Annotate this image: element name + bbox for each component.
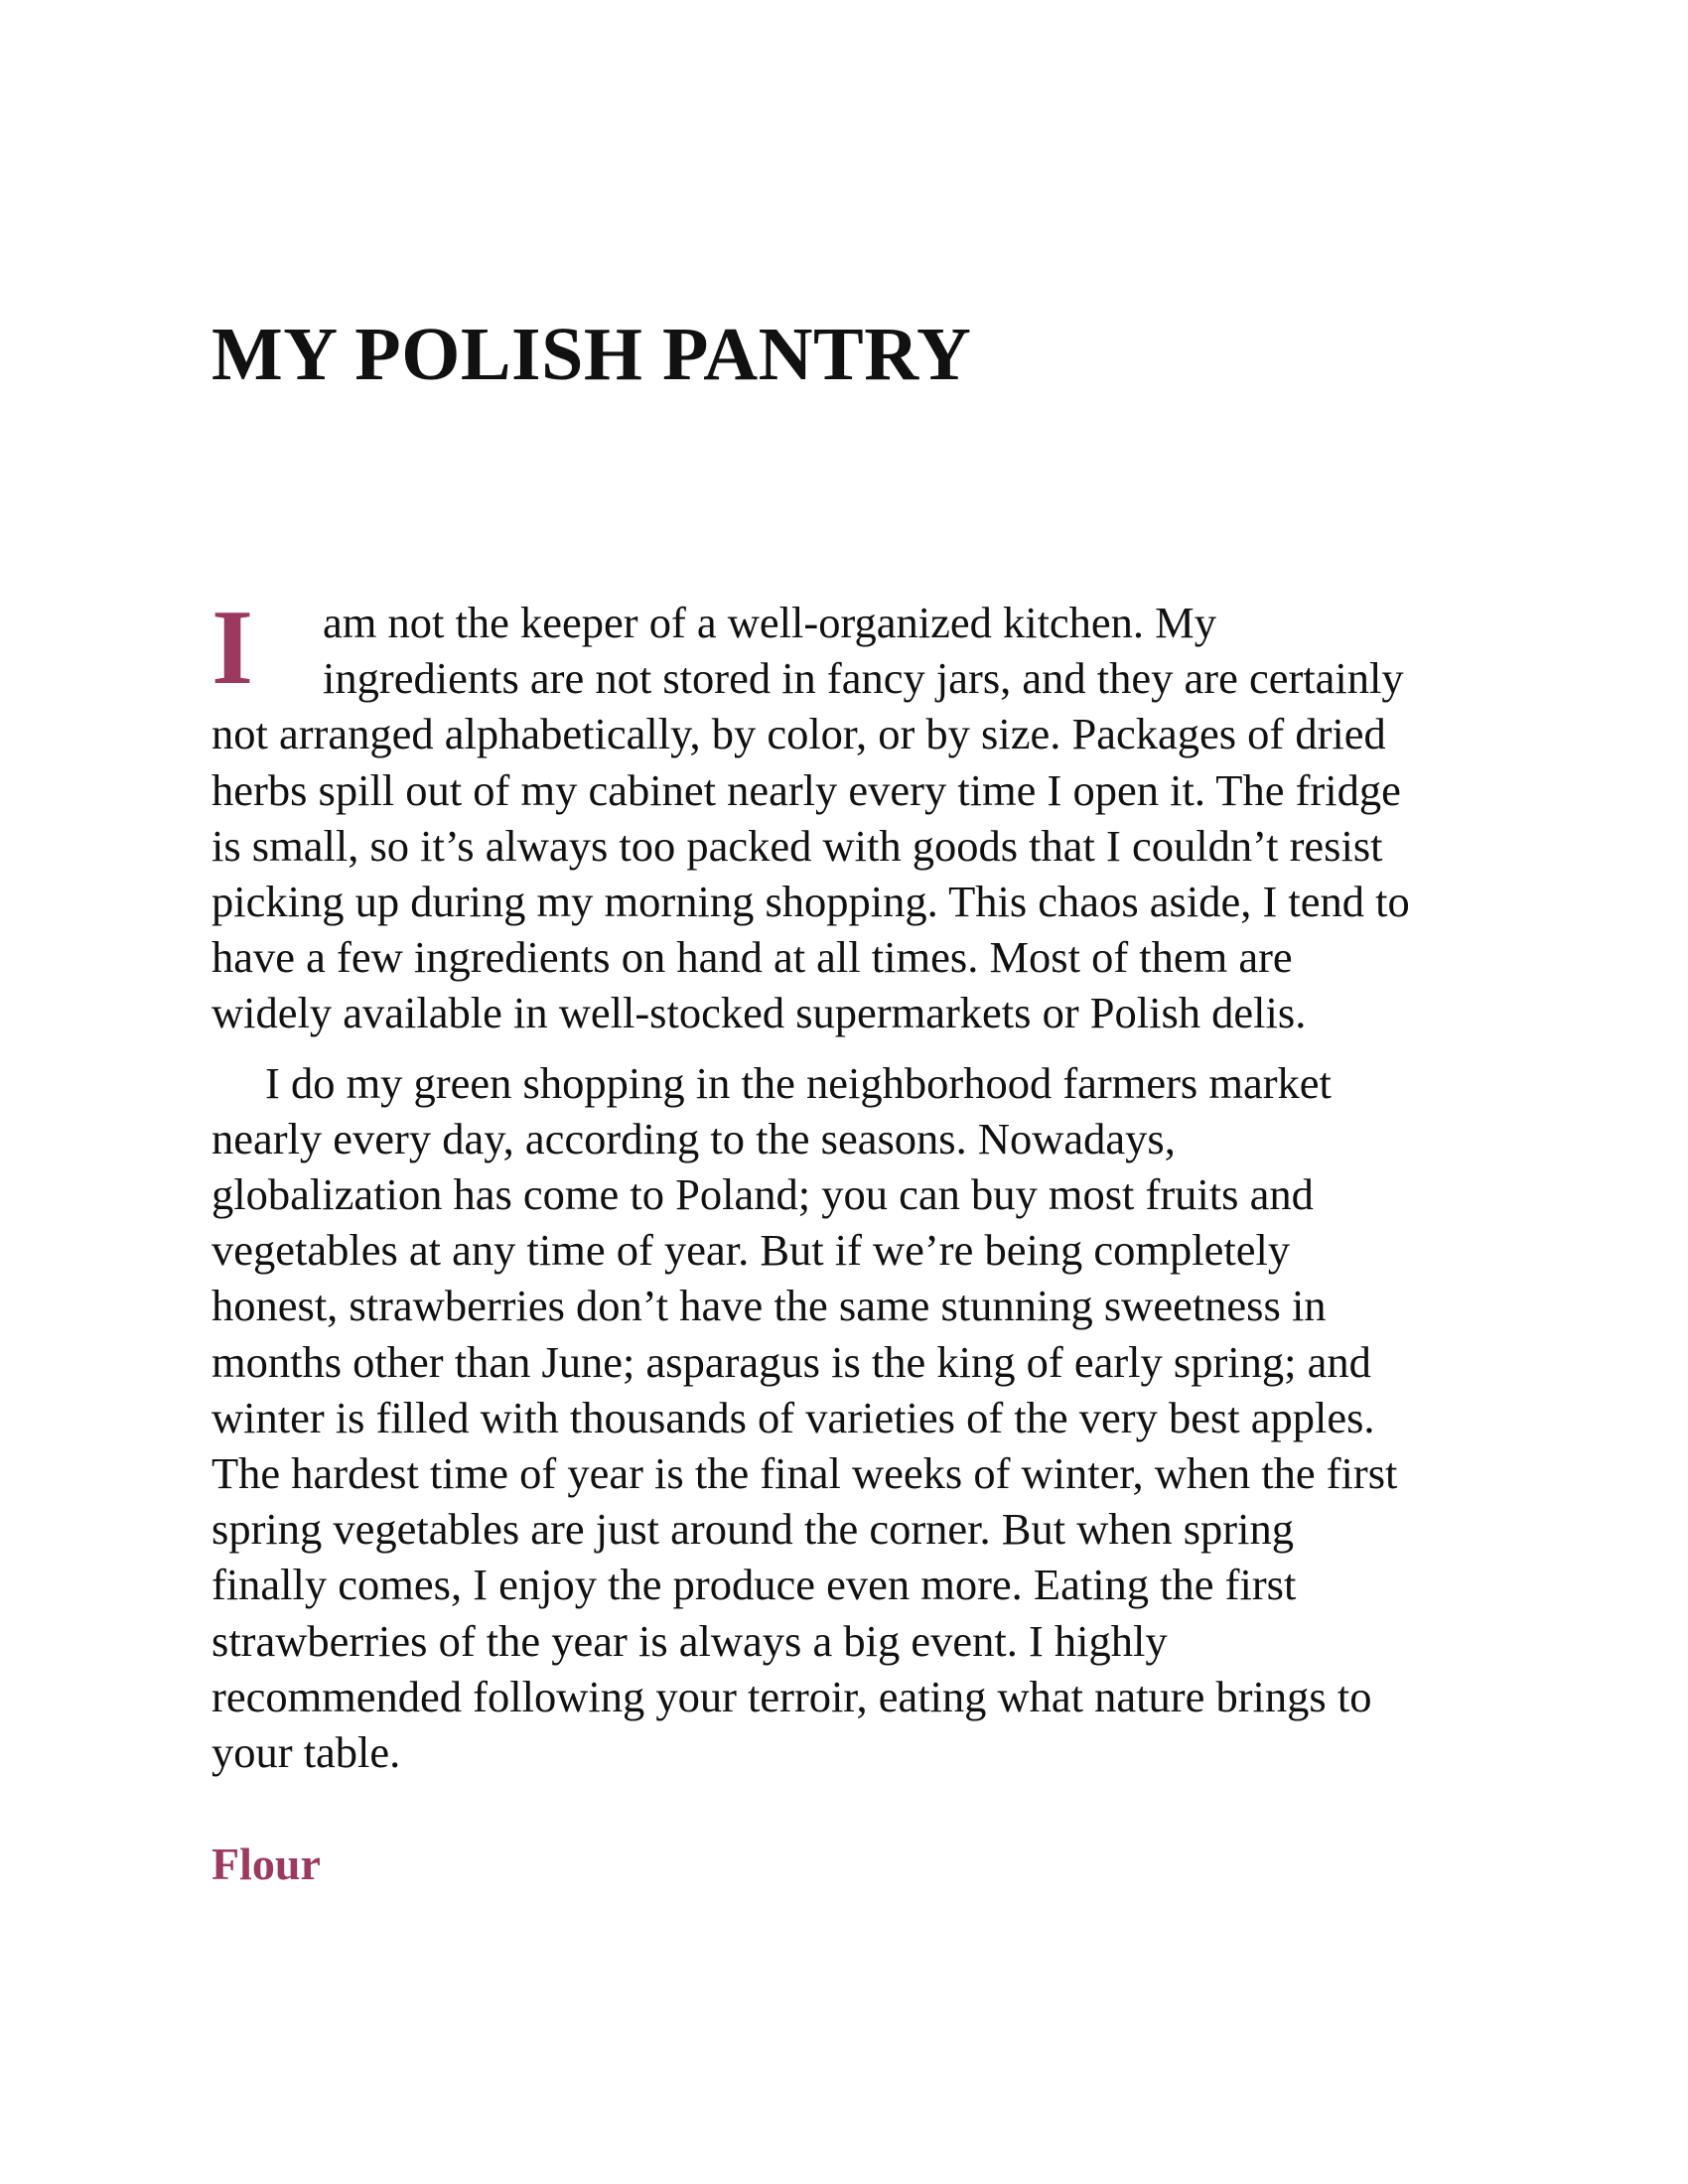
text-line: have a few ingredients on hand at all times. Most of them are bbox=[211, 932, 1293, 983]
text-line: spring vegetables are just around the corner. But when spring bbox=[211, 1504, 1294, 1555]
drop-cap: I bbox=[211, 589, 254, 707]
text-line: globalization has come to Poland; you can buy most fruits and bbox=[211, 1169, 1314, 1220]
text-line: is small, so it’s always too packed with goods that I couldn’t resist bbox=[211, 820, 1383, 871]
text-line: ingredients are not stored in fancy jars, and they are certainly bbox=[323, 653, 1404, 704]
second-paragraph bbox=[211, 1055, 1492, 1781]
text-line: nearly every day, according to the seasons. Nowadays, bbox=[211, 1113, 1176, 1163]
text-line: your table. bbox=[211, 1727, 401, 1778]
text-line: herbs spill out of my cabinet nearly every time I open it. The fridge bbox=[211, 764, 1401, 815]
text-line: recommended following your terroir, eating what nature brings to bbox=[211, 1671, 1372, 1721]
chapter-title: MY POLISH PANTRY bbox=[211, 313, 972, 396]
text-line: I do my green shopping in the neighborhood farmers market bbox=[265, 1057, 1332, 1108]
body-text bbox=[211, 589, 1492, 1780]
text-line: widely available in well-stocked supermarkets or Polish delis. bbox=[211, 988, 1307, 1038]
section-heading-flour: Flour bbox=[211, 1839, 321, 1889]
text-line: picking up during my morning shopping. This chaos aside, I tend to bbox=[211, 877, 1410, 927]
text-line: strawberries of the year is always a big event. I highly bbox=[211, 1615, 1168, 1666]
text-line: winter is filled with thousands of varieties of the very best apples. bbox=[211, 1392, 1375, 1442]
text-line: finally comes, I enjoy the produce even more. Eating the first bbox=[211, 1560, 1297, 1610]
text-line: vegetables at any time of year. But if we’re being completely bbox=[211, 1225, 1291, 1276]
text-line: honest, strawberries don’t have the same stunning sweetness in bbox=[211, 1281, 1327, 1331]
text-line: months other than June; asparagus is the king of early spring; and bbox=[211, 1336, 1371, 1387]
text-line: The hardest time of year is the final weeks of winter, when the first bbox=[211, 1448, 1398, 1499]
intro-paragraph bbox=[211, 589, 1492, 1041]
text-line: not arranged alphabetically, by color, or by size. Packages of dried bbox=[211, 709, 1386, 759]
text-line: am not the keeper of a well-organized kitchen. My bbox=[323, 598, 1217, 647]
